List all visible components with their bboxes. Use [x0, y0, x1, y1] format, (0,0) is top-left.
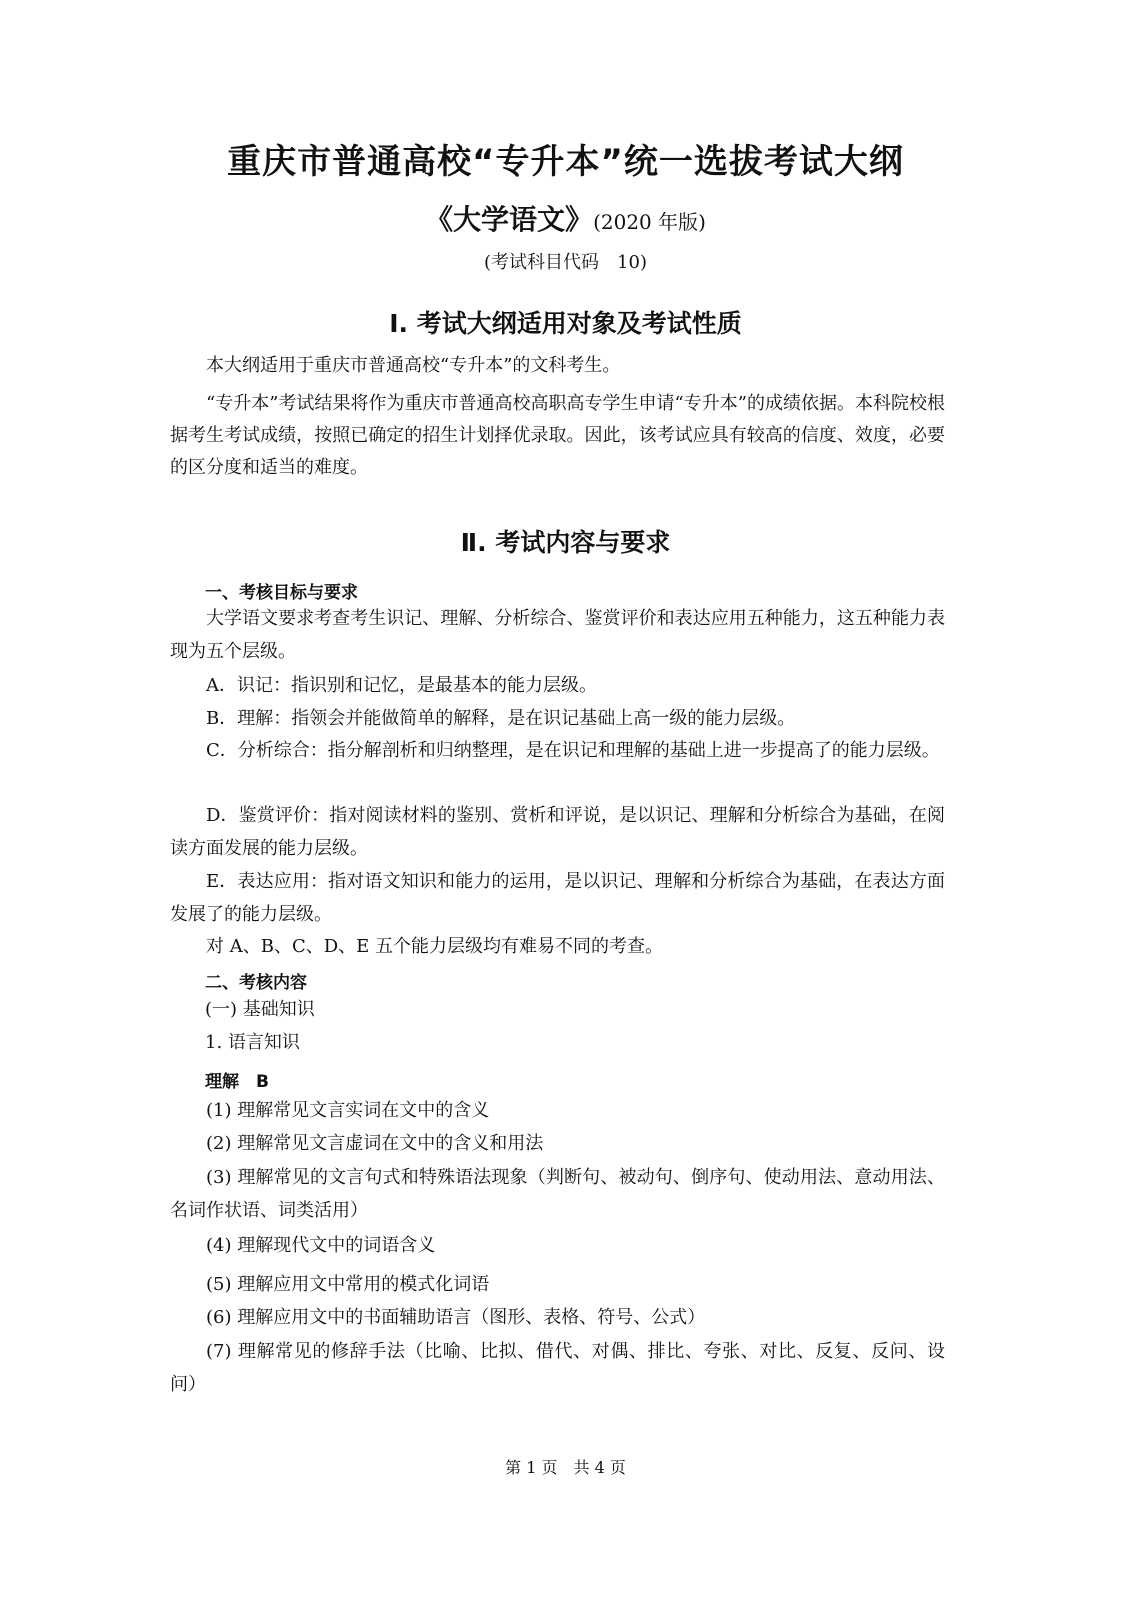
item-language-knowledge: 1. 语言知识 — [205, 1032, 300, 1053]
document-title: 重庆市普通高校“专升本”统一选拔考试大纲 — [227, 142, 904, 182]
page-footer: 第 1 页 共 4 页 — [505, 1458, 626, 1477]
content-item-6: (6) 理解应用文中的书面辅助语言（图形、表格、符号、公式） — [206, 1307, 706, 1328]
section2-heading: Ⅱ. 考试内容与要求 — [460, 528, 671, 557]
level-item-d: D．鉴赏评价：指对阅读材料的鉴别、赏析和评说，是以识记、理解和分析综合为基础，在阅读方面发展的能力层级。 — [170, 805, 945, 859]
edition-label: (2020 年版) — [593, 210, 706, 234]
part-basic-knowledge: (一) 基础知识 — [205, 999, 315, 1020]
content-item-3: (3) 理解常见的文言句式和特殊语法现象（判断句、被动句、倒序句、使动用法、意动用法、名词作状语、词类活用） — [170, 1167, 945, 1221]
content-item-5: (5) 理解应用文中常用的模式化词语 — [206, 1274, 490, 1295]
section2-intro: 大学语文要求考查考生识记、理解、分析综合、鉴赏评价和表达应用五种能力，这五种能力表现为五个层级。 — [170, 608, 945, 662]
content-item-1: (1) 理解常见文言实词在文中的含义 — [206, 1100, 490, 1121]
subject-code: (考试科目代码 10) — [484, 252, 647, 273]
subject-line — [0, 198, 1131, 238]
level-label: 理解 B — [205, 1072, 269, 1092]
content-item-4: (4) 理解现代文中的词语含义 — [206, 1235, 436, 1256]
section1-heading: Ⅰ. 考试大纲适用对象及考试性质 — [389, 309, 742, 338]
subsection-heading-targets: 一、考核目标与要求 — [205, 583, 358, 603]
subject-name: 《大学语文》 — [425, 203, 594, 236]
content-item-7: (7) 理解常见的修辞手法（比喻、比拟、借代、对偶、排比、夸张、对比、反复、反问、设问） — [170, 1341, 945, 1395]
section1-paragraph-2: “专升本”考试结果将作为重庆市普通高校高职高专学生申请“专升本”的成绩依据。本科院校根据考生考试成绩，按照已确定的招生计划择优录取。因此，该考试应具有较高的信度、效度，必要的区分度和适当的难度。 — [170, 393, 945, 478]
subsection-heading-content: 二、考核内容 — [205, 973, 307, 993]
level-item-e: E．表达应用：指对语文知识和能力的运用，是以识记、理解和分析综合为基础，在表达方面发展了的能力层级。 — [170, 871, 945, 925]
levels-note: 对 A、B、C、D、E 五个能力层级均有难易不同的考查。 — [206, 936, 664, 957]
level-item-a: A．识记：指识别和记忆，是最基本的能力层级。 — [206, 675, 597, 696]
content-item-2: (2) 理解常见文言虚词在文中的含义和用法 — [206, 1133, 544, 1154]
section1-paragraph-1: 本大纲适用于重庆市普通高校“专升本”的文科考生。 — [206, 355, 621, 376]
level-item-c: C．分析综合：指分解剖析和归纳整理，是在识记和理解的基础上进一步提高了的能力层级。 — [206, 740, 940, 761]
level-item-b: B．理解：指领会并能做简单的解释，是在识记基础上高一级的能力层级。 — [206, 708, 796, 729]
